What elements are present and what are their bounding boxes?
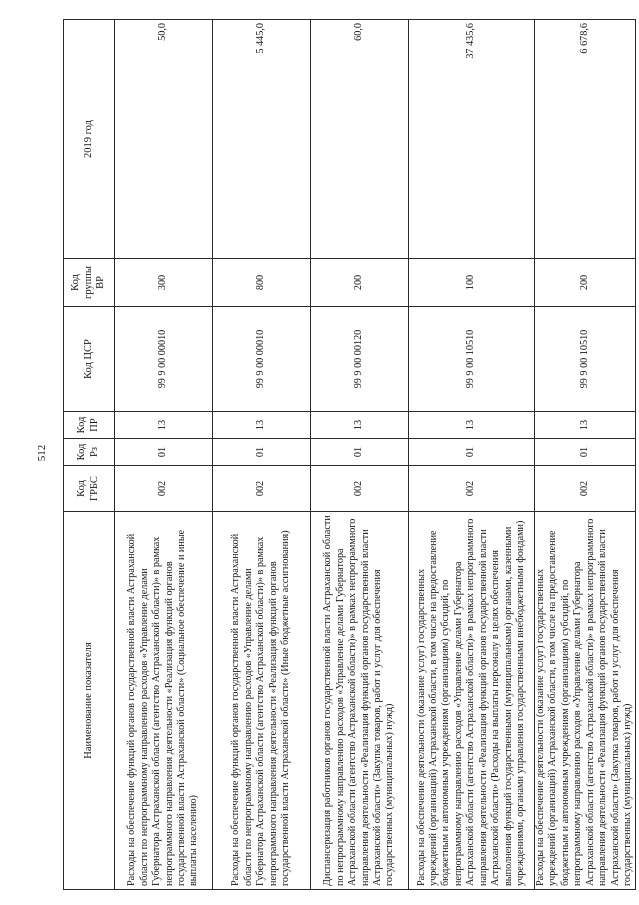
row-pr: 13 bbox=[409, 412, 535, 439]
row-rz: 01 bbox=[311, 439, 409, 466]
header-grbs: Код ГРБС bbox=[64, 466, 115, 512]
row-amount: 50,0 bbox=[115, 20, 213, 259]
table-row bbox=[115, 20, 213, 890]
row-rz: 01 bbox=[213, 439, 311, 466]
table-row bbox=[213, 20, 311, 890]
row-grbs: 002 bbox=[115, 466, 213, 512]
row-csr: 99 9 00 10510 bbox=[409, 307, 535, 412]
row-pr: 13 bbox=[311, 412, 409, 439]
row-vr: 200 bbox=[535, 259, 636, 307]
row-amount: 37 435,6 bbox=[409, 20, 535, 259]
row-name: Расходы на обеспечение функций органов государственной власти Астраханской области по непрограммному направлению расходов «Управление делами Губернатора Астраханской области (агентство Астраханской области)» в рамках непрограммного направления деятельности «Реализация функций органов государственной власти Астраханской области» (Иные бюджетные ассигнования) bbox=[213, 512, 311, 890]
header-name: Наименование показателя bbox=[64, 512, 115, 890]
row-csr: 99 9 00 00010 bbox=[115, 307, 213, 412]
header-pr: Код ПР bbox=[64, 412, 115, 439]
row-amount: 6 678,6 bbox=[535, 20, 636, 259]
row-grbs: 002 bbox=[213, 466, 311, 512]
row-grbs: 002 bbox=[409, 466, 535, 512]
row-amount: 60,0 bbox=[311, 20, 409, 259]
row-grbs: 002 bbox=[311, 466, 409, 512]
row-csr: 99 9 00 00010 bbox=[213, 307, 311, 412]
row-amount: 5 445,0 bbox=[213, 20, 311, 259]
table-row bbox=[311, 20, 409, 890]
row-name: Расходы на обеспечение деятельности (оказание услуг) государственных учреждений (организаций) Астраханской области, в том числе на предоставление бюджетным и автономным учреждениям (организациям) субсидий, по непрограммному направлению расходов «Управление делами Губернатора Астраханской области (агентство Астраханской области)» в рамках непрограммного направления деятельности «Реализация функций органов государственной власти Астраханской области» (Расходы на выплаты персоналу в целях обеспечения выполнения функций государственными (муниципальными) органами, казенными учреждениями, органами управления государственными внебюджетными фондами) bbox=[409, 512, 535, 890]
row-pr: 13 bbox=[535, 412, 636, 439]
table-header-row bbox=[64, 20, 115, 890]
header-vr: Код группы ВР bbox=[64, 259, 115, 307]
row-pr: 13 bbox=[213, 412, 311, 439]
row-rz: 01 bbox=[115, 439, 213, 466]
table-row bbox=[409, 20, 535, 890]
row-name: Диспансеризация работников органов государственной власти Астраханской области по непрограммному направлению расходов «Управление делами Губернатора Астраханской области (агентство Астраханской области)» в рамках непрограммного направления деятельности «Реализация функций органов государственной власти Астраханской области» (Закупка товаров, работ и услуг для обеспечения государственных (муниципальных) нужд) bbox=[311, 512, 409, 890]
row-vr: 200 bbox=[311, 259, 409, 307]
row-csr: 99 9 00 10510 bbox=[535, 307, 636, 412]
row-csr: 99 9 00 00120 bbox=[311, 307, 409, 412]
row-rz: 01 bbox=[535, 439, 636, 466]
table-row bbox=[535, 20, 636, 890]
row-pr: 13 bbox=[115, 412, 213, 439]
row-vr: 300 bbox=[115, 259, 213, 307]
row-grbs: 002 bbox=[535, 466, 636, 512]
row-rz: 01 bbox=[409, 439, 535, 466]
row-name: Расходы на обеспечение деятельности (оказание услуг) государственных учреждений (организаций) Астраханской области, в том числе на предоставление бюджетным и автономным учреждениям (организациям) субсидий, по непрограммному направлению расходов «Управление делами Губернатора Астраханской области (агентство Астраханской области)» в рамках непрограммного направления деятельности «Реализация функций органов государственной власти Астраханской области» (Закупка товаров, работ и услуг для обеспечения государственных (муниципальных) нужд) bbox=[535, 512, 636, 890]
header-rz: Код Рз bbox=[64, 439, 115, 466]
page-number: 512 bbox=[36, 444, 48, 462]
header-csr: Код ЦСР bbox=[64, 307, 115, 412]
header-year: 2019 год bbox=[64, 20, 115, 259]
row-vr: 800 bbox=[213, 259, 311, 307]
budget-table bbox=[63, 19, 636, 890]
rotated-table-container bbox=[63, 20, 634, 890]
row-vr: 100 bbox=[409, 259, 535, 307]
row-name: Расходы на обеспечение функций органов государственной власти Астраханской области по непрограммному направлению расходов «Управление делами Губернатора Астраханской области (агентство Астраханской области)» в рамках непрограммного направления деятельности «Реализация функций органов государственной власти Астраханской области» (Социальное обеспечение и иные выплаты населению) bbox=[115, 512, 213, 890]
